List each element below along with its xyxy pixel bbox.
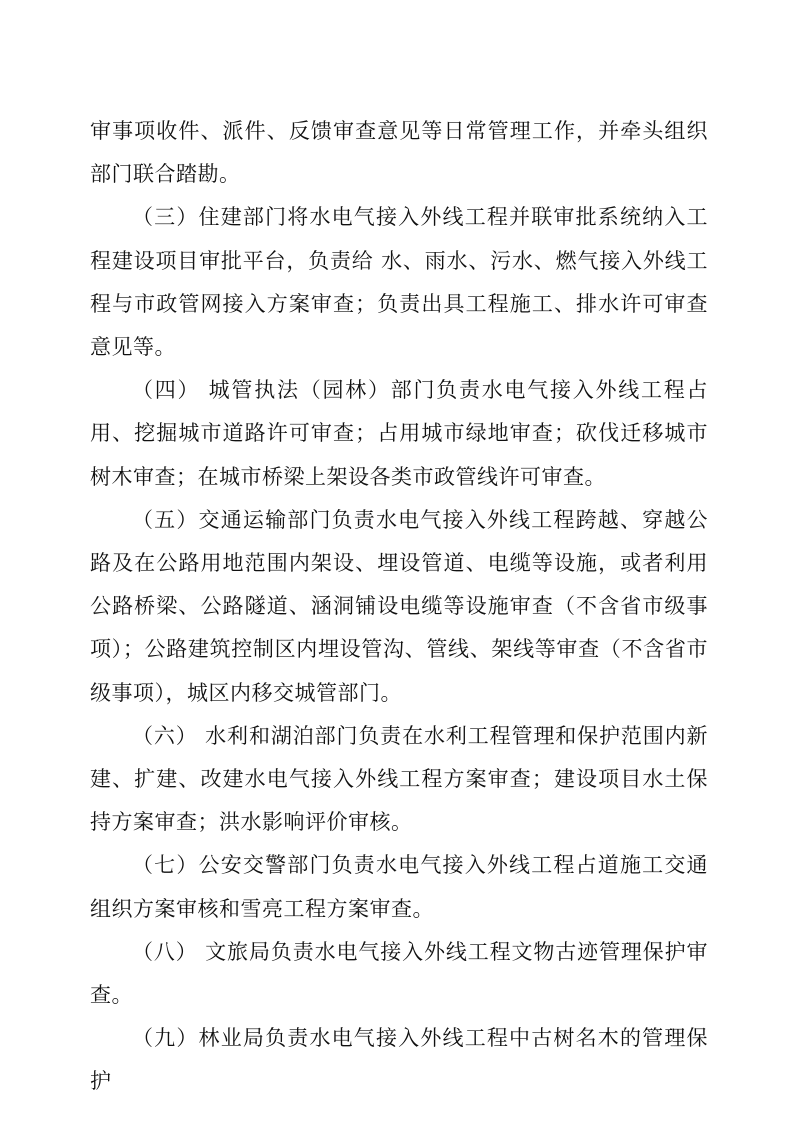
paragraph-item-6: （六） 水利和湖泊部门负责在水利工程管理和保护范围内新建、扩建、改建水电气接入外线工程方案审查；建设项目水土保持方案审查；洪水影响评价审核。 <box>90 723 708 835</box>
document-body <box>90 110 708 1104</box>
paragraph-item-5: （五）交通运输部门负责水电气接入外线工程跨越、穿越公路及在公路用地范围内架设、埋设管道、电缆等设施，或者利用公路桥梁、公路隧道、涵洞铺设电缆等设施审查（不含省市级事项）；公路建筑控制区内埋设管沟、管线、架线等审查（不含省市级事项），城区内移交城管部门。 <box>90 507 708 705</box>
paragraph-item-3: （三）住建部门将水电气接入外线工程并联审批系统纳入工程建设项目审批平台，负责给 水、雨水、污水、燃气接入外线工程与市政管网接入方案审查；负责出具工程施工、排水许可审查意见等。 <box>90 205 708 360</box>
paragraph-item-4: （四） 城管执法（园林）部门负责水电气接入外线工程占用、挖掘城市道路许可审查；占用城市绿地审查；砍伐迁移城市树木审查；在城市桥梁上架设各类市政管线许可审查。 <box>90 378 708 489</box>
paragraph-item-7: （七）公安交警部门负责水电气接入外线工程占道施工交通组织方案审核和雪亮工程方案审查。 <box>90 853 708 921</box>
paragraph-item-8: （八） 文旅局负责水电气接入外线工程文物古迹管理保护审查。 <box>90 939 708 1008</box>
paragraph-item-9: （九）林业局负责水电气接入外线工程中古树名木的管理保护 <box>90 1026 708 1094</box>
paragraph-continuation: 审事项收件、派件、反馈审查意见等日常管理工作，并牵头组织部门联合踏勘。 <box>90 119 708 187</box>
